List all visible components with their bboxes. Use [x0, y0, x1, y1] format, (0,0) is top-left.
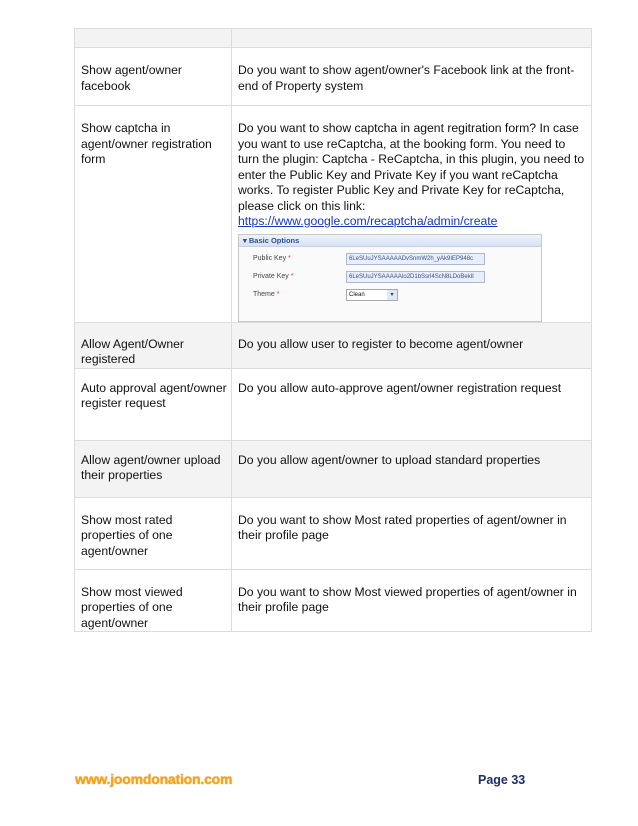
page-number: Page 33 — [478, 773, 526, 787]
row-label: Allow agent/owner upload their properties — [81, 452, 221, 482]
theme-select: Clean ▾ — [346, 289, 398, 301]
table-row — [75, 497, 592, 569]
row-description: Do you allow user to register to become agent/owner — [238, 336, 524, 351]
row-label: Allow Agent/Owner registered — [81, 336, 184, 366]
row-description: Do you want to show agent/owner's Facebook link at the front-end of Property system — [238, 63, 575, 93]
row-label: Show most viewed properties of one agent/owner — [81, 584, 183, 630]
header-cell-2 — [232, 29, 592, 48]
row-label: Show most rated properties of one agent/owner — [81, 512, 173, 558]
header-cell-1 — [75, 29, 232, 48]
row-description: Do you allow auto-approve agent/owner registration request — [238, 380, 562, 395]
table-row — [75, 48, 592, 106]
table-row — [75, 368, 592, 440]
row-description: Do you allow agent/owner to upload standard properties — [238, 452, 541, 467]
private-key-label: Private Key * — [253, 272, 294, 280]
theme-label: Theme * — [253, 290, 280, 298]
private-key-input: 6LeSUuJYSAAAAAIo2D1bSsrl4ScN8LDoBeklI — [346, 271, 485, 283]
recaptcha-link[interactable]: https://www.google.com/recaptcha/admin/create — [238, 214, 498, 228]
chevron-down-icon: ▾ — [387, 290, 397, 300]
public-key-label: Public Key * — [253, 254, 291, 262]
collapse-triangle-icon: ▾ — [243, 235, 249, 245]
table-row — [75, 322, 592, 368]
public-key-input: 6LeSUuJYSAAAAADvSnmW2h_yAk9IEP948c — [346, 253, 485, 265]
settings-table — [74, 28, 592, 632]
basic-options-header: ▾ Basic Options — [239, 235, 541, 247]
table-row — [75, 569, 592, 632]
row-label: Show agent/owner facebook — [81, 63, 182, 93]
basic-options-screenshot — [238, 234, 542, 322]
table-row — [75, 440, 592, 497]
row-label: Auto approval agent/owner register request — [81, 380, 227, 410]
row-description: Do you want to show Most viewed properties of agent/owner in their profile page — [238, 584, 577, 614]
row-label: Show captcha in agent/owner registration form — [81, 121, 212, 166]
row-description: Do you want to show captcha in agent regitration form? In case you want to use reCaptcha, at the booking form. You need to turn the plugin: Captcha - ReCaptcha, in this plugin, you need to enter the Public Key and Private Key if you want reCaptcha works. To register Public Key and Private Key for reCaptcha, please click on this link: — [238, 121, 585, 213]
row-description: Do you want to show Most rated properties of agent/owner in their profile page — [238, 512, 567, 542]
table-row — [75, 106, 592, 323]
footer-website-link[interactable]: www.joomdonation.com — [75, 771, 233, 787]
table-header-row — [75, 29, 592, 48]
